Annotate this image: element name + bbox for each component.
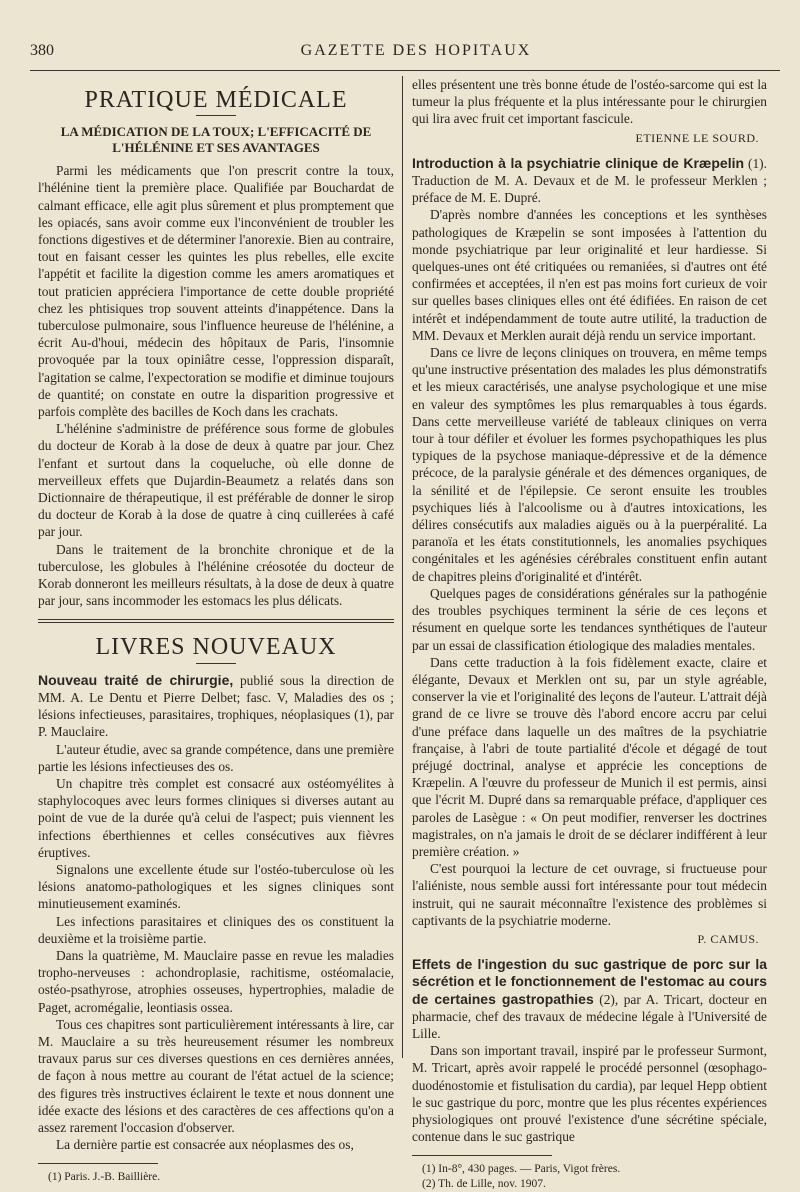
- footnote-rule: [412, 1155, 552, 1156]
- article-paragraph: Dans le traitement de la bronchite chronique et de la tuberculose, les globules à l'hélénine créosotée du docteur de Korab donneront les meilleurs résultats, à la dose de deux à quatre par jour, sans incommoder les estomacs les plus délicats.: [38, 541, 394, 609]
- signature: ETIENNE LE SOURD.: [635, 130, 759, 145]
- book-title: Nouveau traité de chirurgie,: [38, 671, 234, 688]
- review-paragraph: Dans cette traduction à la fois fidèlement exacte, claire et élégante, Devaux et Merklen ont su, par un style agréable, conserver la vie et l'originalité des leçons de l'auteur. L'attrait déjà grand de ce livre se trouve dès l'abord encore accru par celui d'une préface dans laquelle un des maîtres de la psychiatrie française, à l'abri de toute partialité d'école et dégagé de tout préjugé doctrinal, analyse et apprécie les conceptions de Kræpelin. A l'œuvre du professeur de Munich il est permis, ainsi que l'écrit M. Dupré dans sa remarquable préface, d'appliquer ces paroles de Lasègue : « On peut modifier, renverser les doctrines magistrales, on n'a jamais le droit de se déclarer indifférent à leur première création. »: [412, 654, 767, 859]
- book-heading: [38, 672, 394, 741]
- review-paragraph: D'après nombre d'années les conceptions et les synthèses pathologiques de Kræpelin se sont imposées à l'attention du monde psychiatrique par leur originalité et leur hardiesse. Si quelques-unes ont été critiquées ou remaniées, si d'autres ont été confirmées et acceptées, il n'en est pas moins fort curieux de voir sur quelles bases cliniques elles ont été édifiées. En raison de cet intérêt et indépendamment de toute autre utilité, la traduction de MM. Devaux et Merklen aurait déjà rendu un service important.: [412, 207, 767, 343]
- review-paragraph: Dans ce livre de leçons cliniques on trouvera, en même temps qu'une instructive présentation des malades les plus démonstratifs et les mieux caractérisés, une analyse psychologique et une mise en valeur des symptômes les plus remarquables à tous égards. Dans cette merveilleuse variété de tableaux cliniques on verra tour à tour défiler et évoluer les formes psychopathiques les plus typiques de la psychose maniaque-dépressive et de la démence précoce, de la paralysie générale et des démences organiques, de la sénilité et de l'épilepsie. Ce seront ensuite les troubles psychiques liés à l'alcoolisme ou à d'autres intoxications, les délires consécutifs aux maladies aiguës ou à la puerpéralité. La paranoïa et les états constitutionnels, les anomalies psychiques congénitales et les agénésies cérébrales constituent enfin autant de chapitres pleins d'originalité et d'intérêt.: [412, 345, 767, 584]
- review-paragraph: Signalons une excellente étude sur l'ostéo-tuberculose où les lésions anatomo-pathologiques et les signes cliniques sont minutieusement examinés.: [38, 861, 394, 912]
- book-heading: [412, 155, 767, 207]
- book-title: Introduction à la psychiatrie clinique de Kræpelin: [412, 154, 745, 171]
- header-rule: [30, 70, 780, 71]
- review-paragraph: Tous ces chapitres sont particulièrement intéressants à lire, car M. Mauclaire a su très heureusement résumer les nombreux travaux parus sur ces diverses questions en ces dernières années, de façon à nous mettre au courant de l'état actuel de la science; des figures très instructives éclairent le texte et nous donnent une idée exacte des lésions et des caractères de ces affections qu'on a assez rarement l'occasion d'observer.: [38, 1016, 394, 1135]
- footnote-rule: [38, 1163, 158, 1164]
- section-title-pratique: PRATIQUE MÉDICALE: [84, 87, 348, 113]
- column-divider: [402, 76, 403, 1058]
- article-title-toux: LA MÉDICATION DE LA TOUX; L'EFFICACITÉ DE L'HÉLÉNINE ET SES AVANTAGES: [60, 124, 372, 156]
- section-title-livres: LIVRES NOUVEAUX: [95, 634, 337, 661]
- short-rule: [196, 115, 236, 116]
- book-meta: publié sous la direction de MM. A. Le Dentu et Pierre Delbet; fasc. V, Maladies des os ; lésions infectieuses, parasitaires, trophiques, néoplasiques (1), par P. Mauclaire.: [38, 672, 394, 740]
- review-paragraph: Dans la quatrième, M. Mauclaire passe en revue les maladies tropho-nerveuses : achondroplasie, rachitisme, ostéomalacie, ostéo-psathyrose, atrophies osseuses, hypertrophies, maladie de Paget, acromégalie, leontiasis ossea.: [38, 947, 394, 1015]
- review-paragraph: Un chapitre très complet est consacré aux ostéomyélites à staphylocoques avec leurs formes cliniques si diverses autant au point de vue de la durée qu'à celui de l'aspect; puis viennent les infections éberthiennes et celles consécutives aux fièvres éruptives.: [38, 775, 394, 860]
- footnote: (1) In-8°, 430 pages. — Paris, Vigot frères.: [422, 1163, 621, 1176]
- book-note: (1).: [748, 155, 767, 171]
- short-rule: [196, 663, 236, 664]
- section-divider: [38, 619, 394, 623]
- review-paragraph: Les infections parasitaires et cliniques des os constituent la deuxième et la troisième partie.: [38, 913, 394, 946]
- book-meta: Traduction de M. A. Devaux et de M. le professeur Merklen ; préface de M. E. Dupré.: [412, 173, 767, 206]
- left-column: [38, 76, 394, 1184]
- review-paragraph: elles présentent une très bonne étude de l'ostéo-sarcome qui est la tumeur la plus fréquente et la plus intéressante pour le chirurgien qui lira avec fruit cet important fascicule.: [412, 77, 767, 127]
- running-header: [30, 42, 778, 66]
- review-paragraph: Quelques pages de considérations générales sur la pathogénie des troubles psychiques terminent la série de ces leçons et résument en quelque sorte les tendances synthétiques de l'auteur par un essai de classification étiologique des maladies mentales.: [412, 585, 767, 653]
- article-paragraph: L'hélénine s'administre de préférence sous forme de globules du docteur de Korab à la dose de deux à quatre par jour. Chez l'enfant et surtout dans la coqueluche, où elle donne de merveilleux effets que Dujardin-Beaumetz a relatés dans son Dictionnaire de thérapeutique, il est préférable de donner le sirop du docteur de Korab à la dose de quatre à cinq cuillerées à café par jour.: [38, 421, 394, 540]
- review-paragraph: C'est pourquoi la lecture de cet ouvrage, si fructueuse pour l'aliéniste, nous semble aussi fort intéressante pour tout médecin instruit, qui ne saurait méconnaître l'existence des problèmes si captivants de la psychiatrie moderne.: [412, 861, 767, 928]
- page-number: 380: [30, 42, 54, 59]
- review-paragraph: Dans son important travail, inspiré par le professeur Surmont, M. Tricart, après avoir rappelé le procédé personnel (œsophago-duodénostomie et fistulisation du cardia), par lequel Hepp obtient le suc gastrique du porc, montre que les plus récentes expériences physiologiques ont prouvé l'existence d'une sécrétine spéciale, contenue dans le suc gastrique: [412, 1043, 767, 1145]
- article-paragraph: Parmi les médicaments que l'on prescrit contre la toux, l'hélénine tient la première place. Qualifiée par Bouchardat de calmant efficace, elle agit plus sûrement et plus promptement que les opiacés, sans avoir comme eux l'inconvénient de troubler les fonctions digestives et de déterminer l'anorexie. Bien au contraire, tout en faisant cesser les quintes les plus rebelles, elle excite l'appétit et facilite la digestion comme les amers aromatiques et tout praticien appréciera l'importance de cette double propriété chez les phtisiques trop souvent atteints d'inappétence. Dans la tuberculose pulmonaire, sous l'influence heureuse de l'hélénine, a écrit Au-d'houi, médecin des hôpitaux de Paris, l'insomnie provoquée par la toux opiniâtre cesse, l'oppression disparaît, l'agitation se calme, l'expectoration se modifie et diminue toujours de quantité; on constate en outre la disparition progressive et parfois complète des bacilles de Koch dans les crachats.: [38, 163, 394, 420]
- footnote: (2) Th. de Lille, nov. 1907.: [422, 1178, 546, 1191]
- running-title: GAZETTE DES HOPITAUX: [300, 42, 532, 59]
- review-paragraph: La dernière partie est consacrée aux néoplasmes des os,: [56, 1137, 354, 1153]
- signature: P. CAMUS.: [697, 931, 759, 946]
- book-meta: (2), par A. Tricart, docteur en pharmacie, chef des travaux de médecine légale à l'Université de Lille.: [412, 991, 767, 1041]
- review-paragraph: L'auteur étudie, avec sa grande compétence, dans une première partie les lésions infectieuses des os.: [38, 741, 394, 774]
- footnote: (1) Paris. J.-B. Baillière.: [48, 1171, 161, 1184]
- right-column: [412, 76, 767, 1191]
- book-heading: [412, 956, 767, 1042]
- book-title: Effets de l'ingestion du suc gastrique de porc sur la sécrétion et le fonctionnement de l'estomac au cours de certaines gastropathies: [412, 956, 767, 1007]
